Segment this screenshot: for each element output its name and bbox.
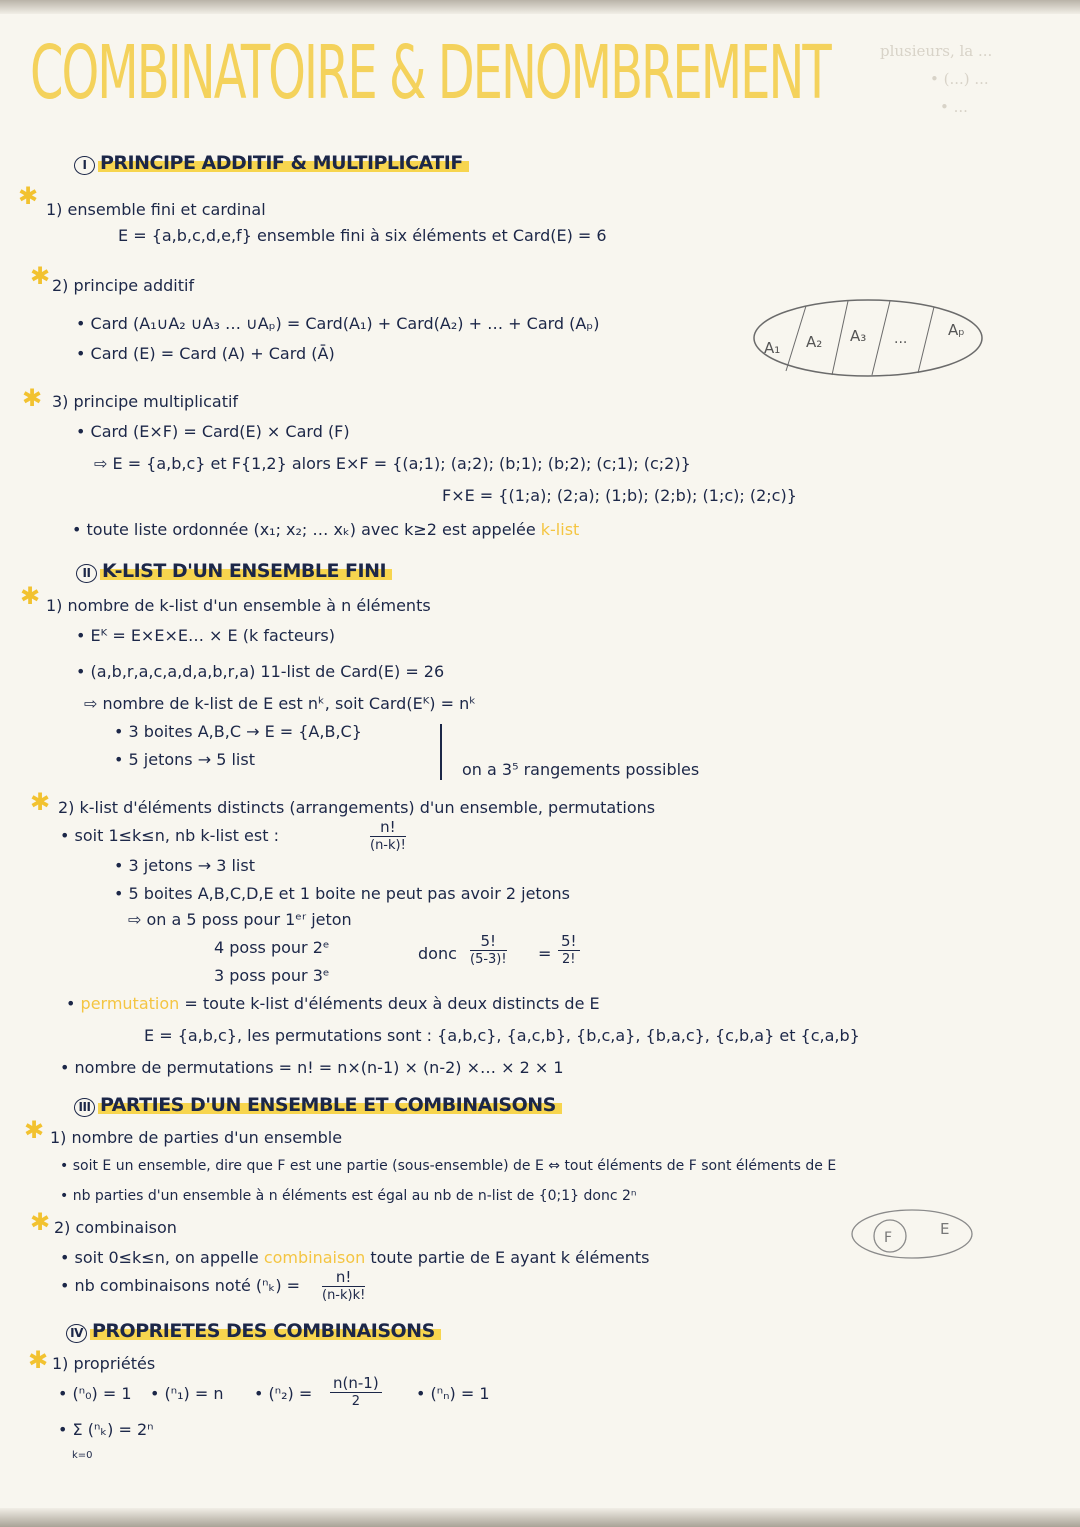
section-number: IV [66, 1324, 87, 1343]
text-line: E = {a,b,c,d,e,f} ensemble fini à six éléments et Card(E) = 6 [118, 226, 607, 245]
text-line: ⇨ nombre de k-list de E est nᵏ, soit Card(Eᴷ) = nᵏ [84, 694, 477, 713]
section-heading-2 [76, 560, 392, 583]
text-line: 4 poss pour 2ᵉ [214, 938, 330, 957]
diagram-label-a1: A₁ [764, 339, 781, 357]
star-bullet-icon: ✱ [24, 1116, 45, 1144]
fraction-denominator: 2! [562, 952, 576, 967]
fraction-numerator: 5! [558, 932, 580, 951]
text-line: • Card (E×F) = Card(E) × Card (F) [76, 422, 350, 441]
subsection-title: 2) principe additif [52, 276, 195, 295]
section-number: III [74, 1098, 95, 1117]
diagram-label-ap: Aₚ [948, 321, 965, 339]
star-bullet-icon: ✱ [20, 582, 41, 610]
fraction [370, 818, 406, 853]
subsection-title: 2) k-list d'éléments distincts (arrangements) d'un ensemble, permutations [58, 798, 656, 817]
subsection-title: 1) propriétés [52, 1354, 156, 1373]
section-heading-3 [74, 1094, 562, 1117]
page-title: COMBINATOIRE & DENOMBREMENT [30, 30, 830, 117]
page-bottom-edge [0, 1508, 1080, 1527]
text-line: on a 3⁵ rangements possibles [462, 760, 700, 779]
section-heading-4 [66, 1320, 441, 1343]
text-fragment: • soit 0≤k≤n, on appelle [60, 1248, 264, 1267]
text-line: • permutation = toute k-list d'éléments deux à deux distincts de E [66, 994, 600, 1013]
fraction [330, 1374, 382, 1409]
venn-diagram [844, 1204, 984, 1264]
bleed-through-text: • ... [940, 98, 968, 116]
text-line: • nombre de permutations = n! = n×(n-1) × (n-2) ×… × 2 × 1 [60, 1058, 564, 1077]
text-line: • soit E un ensemble, dire que F est une partie (sous-ensemble) de E ⇔ tout éléments de F sont éléments de E [60, 1158, 837, 1174]
bleed-through-text: plusieurs, la ... [880, 42, 993, 60]
section-title: PARTIES D'UN ENSEMBLE ET COMBINAISONS [98, 1094, 562, 1116]
text-line [60, 1248, 649, 1267]
text-line: • 3 boites A,B,C → E = {A,B,C} [114, 722, 362, 741]
section-title: PROPRIETES DES COMBINAISONS [90, 1320, 441, 1342]
subsection-title: 1) nombre de k-list d'un ensemble à n éléments [46, 596, 431, 615]
partition-diagram [748, 295, 988, 381]
fraction-numerator: n! [322, 1268, 365, 1287]
property: • Σ (ⁿₖ) = 2ⁿ [58, 1420, 154, 1439]
diagram-label-dots: ... [894, 331, 908, 347]
section-heading-1 [74, 152, 469, 175]
text-line: • Eᴷ = E×E×E… × E (k facteurs) [76, 626, 335, 645]
fraction-numerator: n(n-1) [330, 1374, 382, 1393]
text-line: • nb combinaisons noté (ⁿₖ) = [60, 1276, 301, 1295]
property: • (ⁿ₀) = 1 [58, 1384, 132, 1403]
venn-label-e: E [940, 1220, 950, 1238]
text-line: ⇨ E = {a,b,c} et F{1,2} alors E×F = {(a;1); (a;2); (b;1); (b;2); (c;1); (c;2)} [94, 454, 691, 473]
text-line: • soit 1≤k≤n, nb k-list est : [60, 826, 279, 845]
diagram-label-a2: A₂ [806, 333, 823, 351]
text-fragment: toute partie de E ayant k éléments [365, 1248, 650, 1267]
property: • (ⁿ₂) = [254, 1384, 313, 1403]
diagram-label-a3: A₃ [850, 327, 867, 345]
text-line: donc [418, 944, 457, 963]
text-line: F×E = {(1;a); (2;a); (1;b); (2;b); (1;c); (2;c)} [442, 486, 797, 505]
text-line: • 5 jetons → 5 list [114, 750, 255, 769]
separator-bar [440, 724, 442, 780]
text-line: • 5 boites A,B,C,D,E et 1 boite ne peut pas avoir 2 jetons [114, 884, 570, 903]
text-line: • (a,b,r,a,c,a,d,a,b,r,a) 11-list de Card(E) = 26 [76, 662, 445, 681]
fraction-denominator: 2 [351, 1394, 360, 1409]
fraction-numerator: n! [370, 818, 406, 837]
text-line: 3 poss pour 3ᵉ [214, 966, 330, 985]
text-line: • 3 jetons → 3 list [114, 856, 255, 875]
text-fragment: = toute k-list d'éléments deux à deux distincts de E [179, 994, 600, 1013]
text-fragment: • toute liste ordonnée (x₁; x₂; … xₖ) avec k≥2 est appelée [72, 520, 541, 539]
subsection-title: 2) combinaison [54, 1218, 177, 1237]
text-line [72, 520, 579, 539]
fraction-denominator: (n-k)k! [322, 1288, 366, 1303]
highlighted-term: permutation [80, 994, 180, 1013]
text-line: ⇨ on a 5 poss pour 1ᵉʳ jeton [128, 910, 352, 929]
star-bullet-icon: ✱ [30, 788, 51, 816]
fraction [470, 932, 507, 967]
section-number: I [74, 156, 95, 175]
star-bullet-icon: ✱ [28, 1346, 49, 1374]
sum-index: k=0 [72, 1450, 93, 1461]
text-line: • Card (E) = Card (A) + Card (Ā) [76, 344, 335, 363]
venn-label-f: F [884, 1230, 893, 1246]
bleed-through-text: • (...) ... [930, 70, 989, 88]
star-bullet-icon: ✱ [18, 182, 39, 210]
subsection-title: 1) ensemble fini et cardinal [46, 200, 266, 219]
fraction [322, 1268, 365, 1303]
star-bullet-icon: ✱ [22, 384, 43, 412]
subsection-title: 1) nombre de parties d'un ensemble [50, 1128, 343, 1147]
section-title: K-LIST D'UN ENSEMBLE FINI [100, 560, 392, 582]
page-top-edge [0, 0, 1080, 14]
subsection-title: 3) principe multiplicatif [52, 392, 239, 411]
fraction [558, 932, 580, 967]
equals-sign: = [538, 944, 552, 963]
star-bullet-icon: ✱ [30, 1208, 51, 1236]
text-line: • Card (A₁∪A₂ ∪A₃ … ∪Aₚ) = Card(A₁) + Card(A₂) + … + Card (Aₚ) [76, 314, 600, 333]
text-line: E = {a,b,c}, les permutations sont : {a,b,c}, {a,c,b}, {b,c,a}, {b,a,c}, {c,b,a} et {c,a,b} [144, 1026, 860, 1045]
property: • (ⁿ₁) = n [150, 1384, 224, 1403]
section-number: II [76, 564, 97, 583]
highlighted-term: combinaison [263, 1248, 366, 1267]
fraction-denominator: (5-3)! [470, 952, 507, 967]
section-title: PRINCIPE ADDITIF & MULTIPLICATIF [98, 152, 469, 174]
fraction-numerator: 5! [470, 932, 507, 951]
fraction-denominator: (n-k)! [370, 838, 406, 853]
text-line: • nb parties d'un ensemble à n éléments est égal au nb de n-list de {0;1} donc 2ⁿ [60, 1188, 637, 1204]
star-bullet-icon: ✱ [30, 262, 51, 290]
property: • (ⁿₙ) = 1 [416, 1384, 490, 1403]
highlighted-term: k-list [540, 520, 580, 539]
